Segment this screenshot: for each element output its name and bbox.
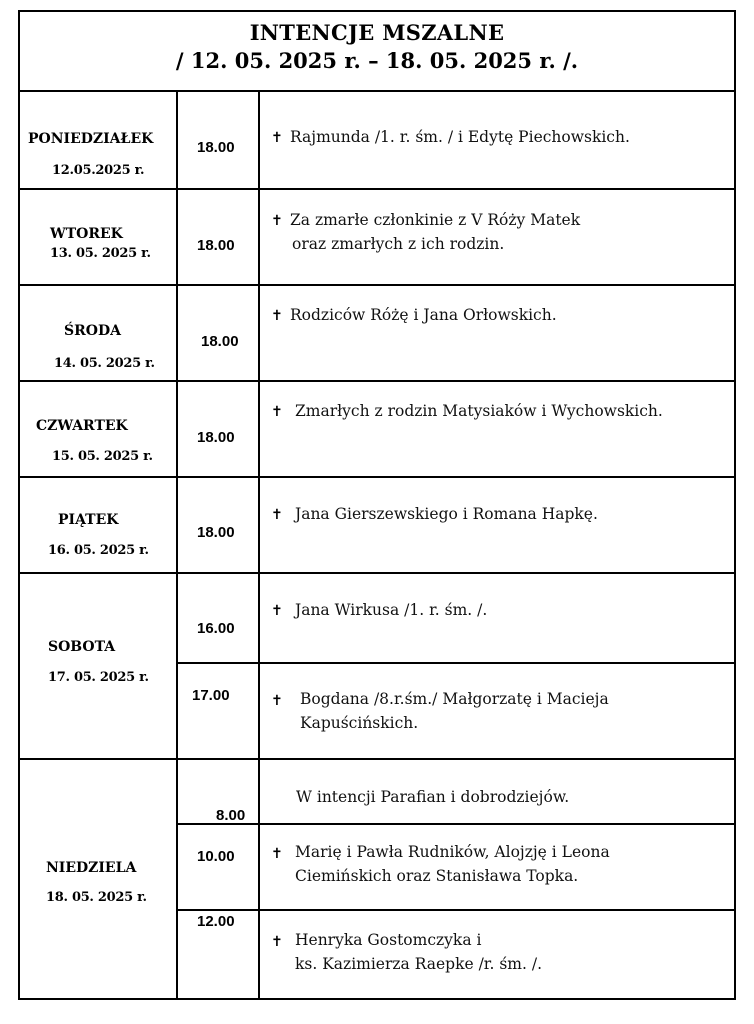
intention-text: Zmarłych z rodzin Matysiaków i Wychowskich. [295, 402, 663, 420]
intention-text: Jana Wirkusa /1. r. śm. /. [295, 601, 488, 619]
day-name: PIĄTEK [58, 512, 119, 528]
mass-divider [176, 909, 734, 911]
intention-text: ks. Kazimierza Raepke /r. śm. /. [295, 955, 543, 973]
mass-divider [176, 823, 734, 825]
day-name: WTOREK [50, 226, 123, 242]
page-title: INTENCJE MSZALNE [249, 20, 505, 45]
mass-time: 18.00 [197, 237, 235, 254]
cross-icon: ✝ [271, 507, 283, 523]
intention-text: W intencji Parafian i dobrodziejów. [296, 788, 570, 806]
day-name: CZWARTEK [36, 418, 128, 434]
intention-text: Ciemińskich oraz Stanisława Topka. [295, 867, 579, 885]
day-date: 16. 05. 2025 r. [48, 543, 149, 558]
date-range: / 12. 05. 2025 r. – 18. 05. 2025 r. /. [175, 48, 579, 73]
cross-icon: ✝ [271, 603, 283, 619]
day-date: 14. 05. 2025 r. [54, 356, 155, 371]
cross-icon: ✝ [271, 308, 283, 324]
mass-time: 18.00 [197, 139, 235, 156]
title-block [20, 12, 734, 92]
day-name: PONIEDZIAŁEK [28, 131, 154, 147]
intention-text: Kapuścińskich. [300, 714, 419, 732]
row-divider [20, 380, 734, 382]
day-name: SOBOTA [48, 639, 116, 655]
mass-time: 18.00 [201, 333, 239, 350]
mass-time: 16.00 [197, 620, 235, 637]
day-name: ŚRODA [64, 323, 121, 339]
mass-divider [176, 662, 734, 664]
day-date: 13. 05. 2025 r. [50, 246, 151, 261]
cross-icon: ✝ [271, 846, 283, 862]
cross-icon: ✝ [271, 404, 283, 420]
day-date: 12.05.2025 r. [52, 163, 145, 178]
row-divider [20, 758, 734, 760]
intention-text: Henryka Gostomczyka i [295, 931, 482, 949]
day-date: 17. 05. 2025 r. [48, 670, 149, 685]
cross-icon: ✝ [271, 693, 283, 709]
mass-time: 12.00 [197, 913, 235, 930]
day-name: NIEDZIELA [46, 860, 137, 876]
intentions-sheet [18, 10, 736, 1000]
intention-text: Rodziców Różę i Jana Orłowskich. [290, 306, 557, 324]
intention-text: Marię i Pawła Rudników, Alojzję i Leona [295, 843, 610, 861]
row-divider [20, 188, 734, 190]
intention-text: Bogdana /8.r.śm./ Małgorzatę i Macieja [300, 690, 609, 708]
day-date: 18. 05. 2025 r. [46, 890, 147, 905]
day-date: 15. 05. 2025 r. [52, 449, 153, 464]
cross-icon: ✝ [271, 130, 283, 146]
mass-time: 8.00 [216, 807, 246, 824]
intention-text: oraz zmarłych z ich rodzin. [292, 235, 505, 253]
column-divider-time [258, 92, 260, 998]
mass-time: 18.00 [197, 429, 235, 446]
row-divider [20, 476, 734, 478]
row-divider [20, 284, 734, 286]
mass-time: 17.00 [192, 687, 230, 704]
intention-text: Rajmunda /1. r. śm. / i Edytę Piechowskich. [290, 128, 630, 146]
intention-text: Jana Gierszewskiego i Romana Hapkę. [295, 505, 598, 523]
mass-time: 10.00 [197, 848, 235, 865]
row-divider [20, 572, 734, 574]
cross-icon: ✝ [271, 213, 283, 229]
mass-time: 18.00 [197, 524, 235, 541]
intention-text: Za zmarłe członkinie z V Róży Matek [290, 211, 581, 229]
cross-icon: ✝ [271, 934, 283, 950]
column-divider-day [176, 92, 178, 998]
